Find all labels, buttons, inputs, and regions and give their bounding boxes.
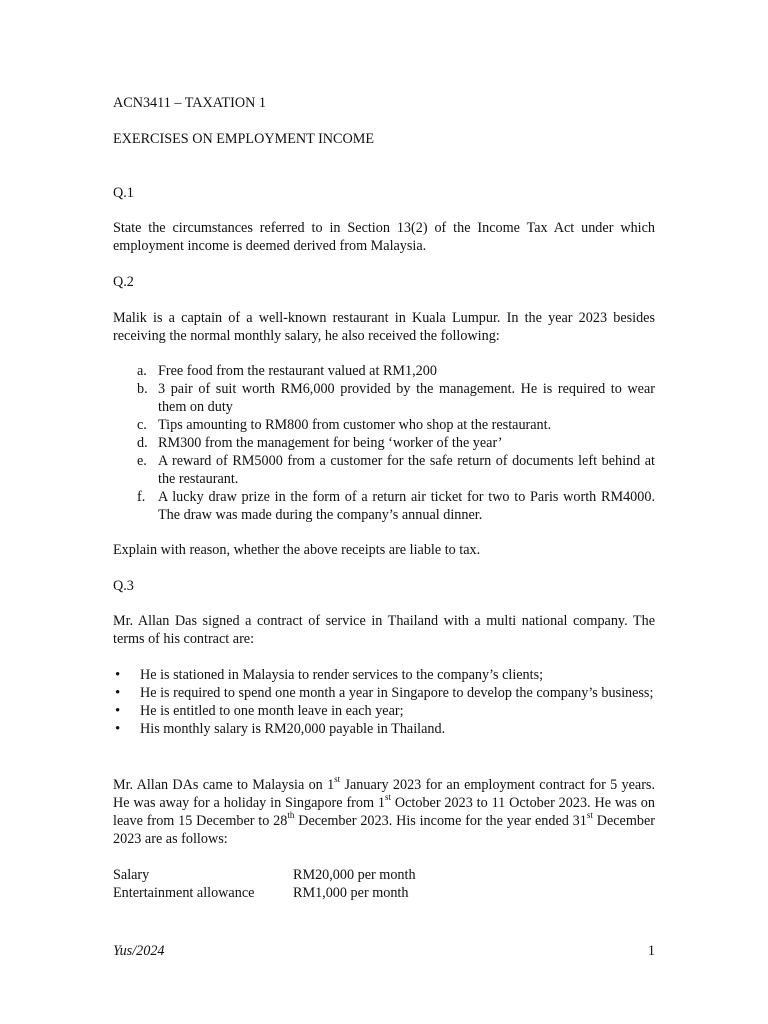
q2-intro: Malik is a captain of a well-known restaurant in Kuala Lumpur. In the year 2023 besides receiving the normal monthly salary, he also received the following:: [113, 310, 655, 344]
q2-receipts-list: [113, 362, 655, 524]
list-item: • His monthly salary is RM20,000 payable in Thailand.: [115, 721, 446, 737]
list-item: b. 3 pair of suit worth RM6,000 provided by the management. He is required to wear them on duty: [137, 381, 655, 415]
q1-label: Q.1: [113, 185, 134, 201]
list-item: • He is required to spend one month a year in Singapore to develop the company’s business;: [115, 685, 654, 701]
list-marker: e.: [137, 453, 147, 469]
table-row: [113, 866, 513, 884]
list-item: d. RM300 from the management for being ‘worker of the year’: [137, 435, 503, 451]
list-marker: b.: [137, 381, 148, 397]
q3-details-paragraph: Mr. Allan DAs came to Malaysia on 1st January 2023 for an employment contract for 5 years. He was away for a holiday in Singapore from 1st October 2023 to 11 October 2023. He was on leave from 15 December to 28th December 2023. His income for the year ended 31st December 2023 are as follows:: [113, 774, 655, 847]
income-item: Salary: [113, 867, 150, 883]
list-item: e. A reward of RM5000 from a customer for the safe return of documents left behind at the restaurant.: [137, 453, 655, 487]
list-item: a. Free food from the restaurant valued at RM1,200: [137, 363, 437, 379]
bullet-icon: •: [115, 685, 121, 701]
list-marker: c.: [137, 417, 147, 433]
q3-intro: Mr. Allan Das signed a contract of service in Thailand with a multi national company. The terms of his contract are:: [113, 613, 655, 647]
q3-label: Q.3: [113, 578, 134, 594]
bullet-icon: •: [115, 721, 121, 737]
bullet-icon: •: [115, 667, 121, 683]
document-title: EXERCISES ON EMPLOYMENT INCOME: [113, 131, 375, 147]
list-marker: d.: [137, 435, 148, 451]
list-marker: f.: [137, 489, 146, 505]
q2-label: Q.2: [113, 274, 134, 290]
list-item: f. A lucky draw prize in the form of a return air ticket for two to Paris worth RM4000. The draw was made during the company’s annual dinner.: [137, 489, 655, 523]
income-amount: RM20,000 per month: [293, 867, 416, 883]
list-item: • He is stationed in Malaysia to render services to the company’s clients;: [115, 667, 544, 683]
bullet-icon: •: [115, 703, 121, 719]
list-item: c. Tips amounting to RM800 from customer who shop at the restaurant.: [137, 417, 552, 433]
q2-question: Explain with reason, whether the above receipts are liable to tax.: [113, 542, 481, 558]
list-marker: a.: [137, 363, 147, 379]
footer-author: Yus/2024: [113, 943, 165, 959]
list-item: • He is entitled to one month leave in each year;: [115, 703, 404, 719]
table-row: [113, 884, 513, 902]
course-code: ACN3411 – TAXATION 1: [113, 95, 266, 111]
page-number: 1: [647, 943, 655, 959]
q1-text: State the circumstances referred to in Section 13(2) of the Income Tax Act under which employment income is deemed derived from Malaysia.: [113, 220, 655, 254]
income-item: Entertainment allowance: [113, 885, 255, 901]
q3-contract-terms: [113, 666, 655, 738]
income-amount: RM1,000 per month: [293, 885, 409, 901]
income-table: [113, 866, 513, 902]
